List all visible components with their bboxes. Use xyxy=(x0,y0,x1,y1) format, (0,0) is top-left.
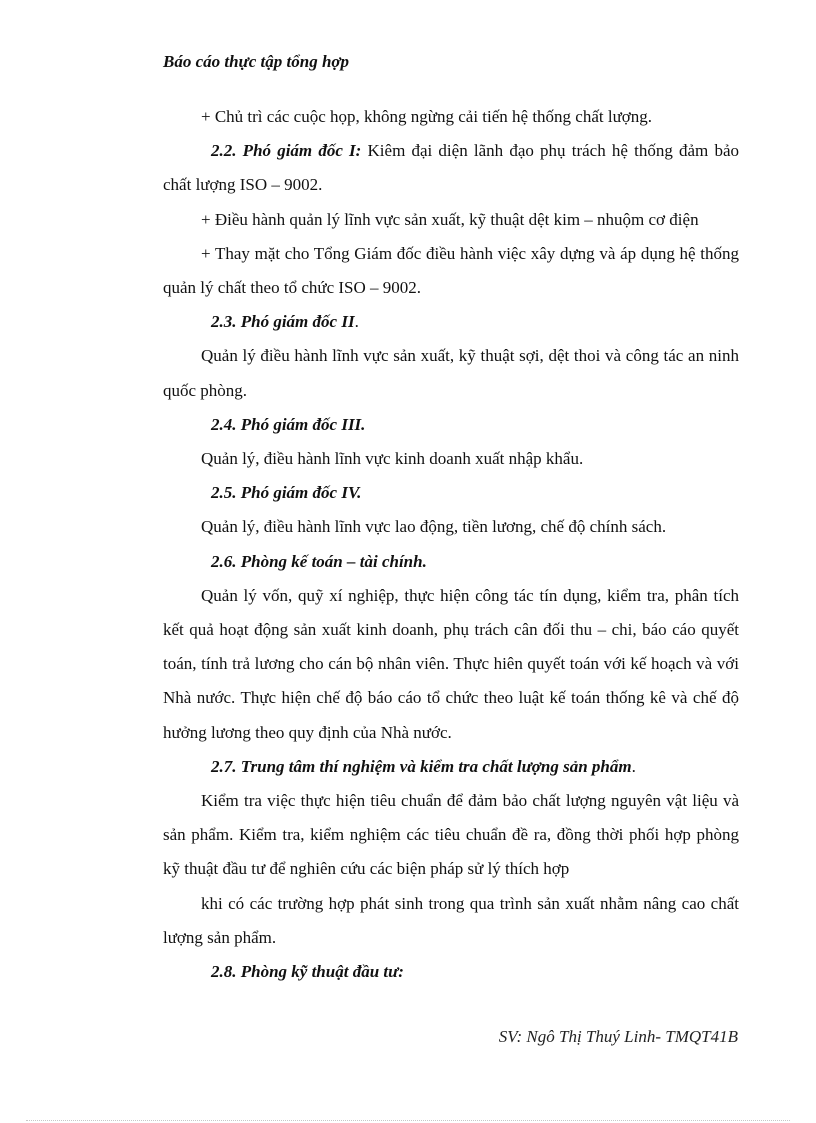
paragraph: Quản lý, điều hành lĩnh vực kinh doanh xuất nhập khẩu. xyxy=(201,449,584,469)
heading-punct: . xyxy=(631,756,636,776)
paragraph: Quản lý điều hành lĩnh vực sản xuất, kỹ thuật sợi, dệt thoi và công tác an ninh quốc phòng. xyxy=(163,346,739,400)
body-text xyxy=(163,100,739,989)
paragraph: + Chủ trì các cuộc họp, không ngừng cải tiến hệ thống chất lượng. xyxy=(201,107,653,126)
section-heading: 2.2. Phó giám đốc I: xyxy=(211,141,362,161)
paragraph: Quản lý vốn, quỹ xí nghiệp, thực hiện công tác tín dụng, kiểm tra, phân tích kết quả hoạt động sản xuất kinh doanh, phụ trách cân đối thu – chi, báo cáo quyết toán, tính trả lương cho cán bộ nhân viên. Thực hiên quyết toán với kế hoạch và với Nhà nước. Thực hiện chế độ báo cáo tổ chức theo luật kế toán thống kê và chế độ hưởng lương theo quy định của Nhà nước. xyxy=(163,585,739,742)
section-2-3-heading xyxy=(163,305,739,339)
section-heading: 2.3. Phó giám đốc II xyxy=(211,312,355,332)
section-heading: 2.7. Trung tâm thí nghiệm và kiểm tra chất lượng sản phẩm xyxy=(211,756,632,776)
page-header: Báo cáo thực tập tổng hợp xyxy=(163,52,350,71)
section-2-6-heading: 2.6. Phòng kế toán – tài chính. xyxy=(211,551,427,571)
section-2-2 xyxy=(163,134,739,202)
page-footer: SV: Ngô Thị Thuý Linh- TMQT41B xyxy=(498,1027,738,1046)
section-2-8-heading: 2.8. Phòng kỹ thuật đầu tư: xyxy=(211,962,404,982)
section-2-7-heading xyxy=(163,750,739,784)
paragraph: + Điều hành quản lý lĩnh vực sản xuất, kỹ thuật dệt kim – nhuộm cơ điện xyxy=(201,209,699,229)
paragraph: + Thay mặt cho Tổng Giám đốc điều hành việc xây dựng và áp dụng hệ thống quản lý chất theo tổ chức ISO – 9002. xyxy=(163,243,739,298)
section-text: Kiêm đại diện lãnh đạo phụ trách hệ thống đảm bảo chất lượng ISO – 9002. xyxy=(163,141,740,195)
section-2-5-heading: 2.5. Phó giám đốc IV. xyxy=(211,483,362,503)
paragraph: Quản lý, điều hành lĩnh vực lao động, tiền lương, chế độ chính sách. xyxy=(201,517,667,537)
section-2-4-heading: 2.4. Phó giám đốc III. xyxy=(211,414,366,434)
page-border-line xyxy=(26,1120,790,1121)
heading-punct: . xyxy=(354,312,359,332)
paragraph: khi có các trường hợp phát sinh trong qua trình sản xuất nhằm nâng cao chất lượng sản phẩm. xyxy=(163,893,739,947)
paragraph: Kiểm tra việc thực hiện tiêu chuẩn để đảm bảo chất lượng nguyên vật liệu và sản phẩm. Kiểm tra, kiểm nghiệm các tiêu chuẩn đề ra, đồng thời phối hợp phòng kỹ thuật đầu tư để nghiên cứu các biện pháp sử lý thích hợp xyxy=(163,791,739,879)
